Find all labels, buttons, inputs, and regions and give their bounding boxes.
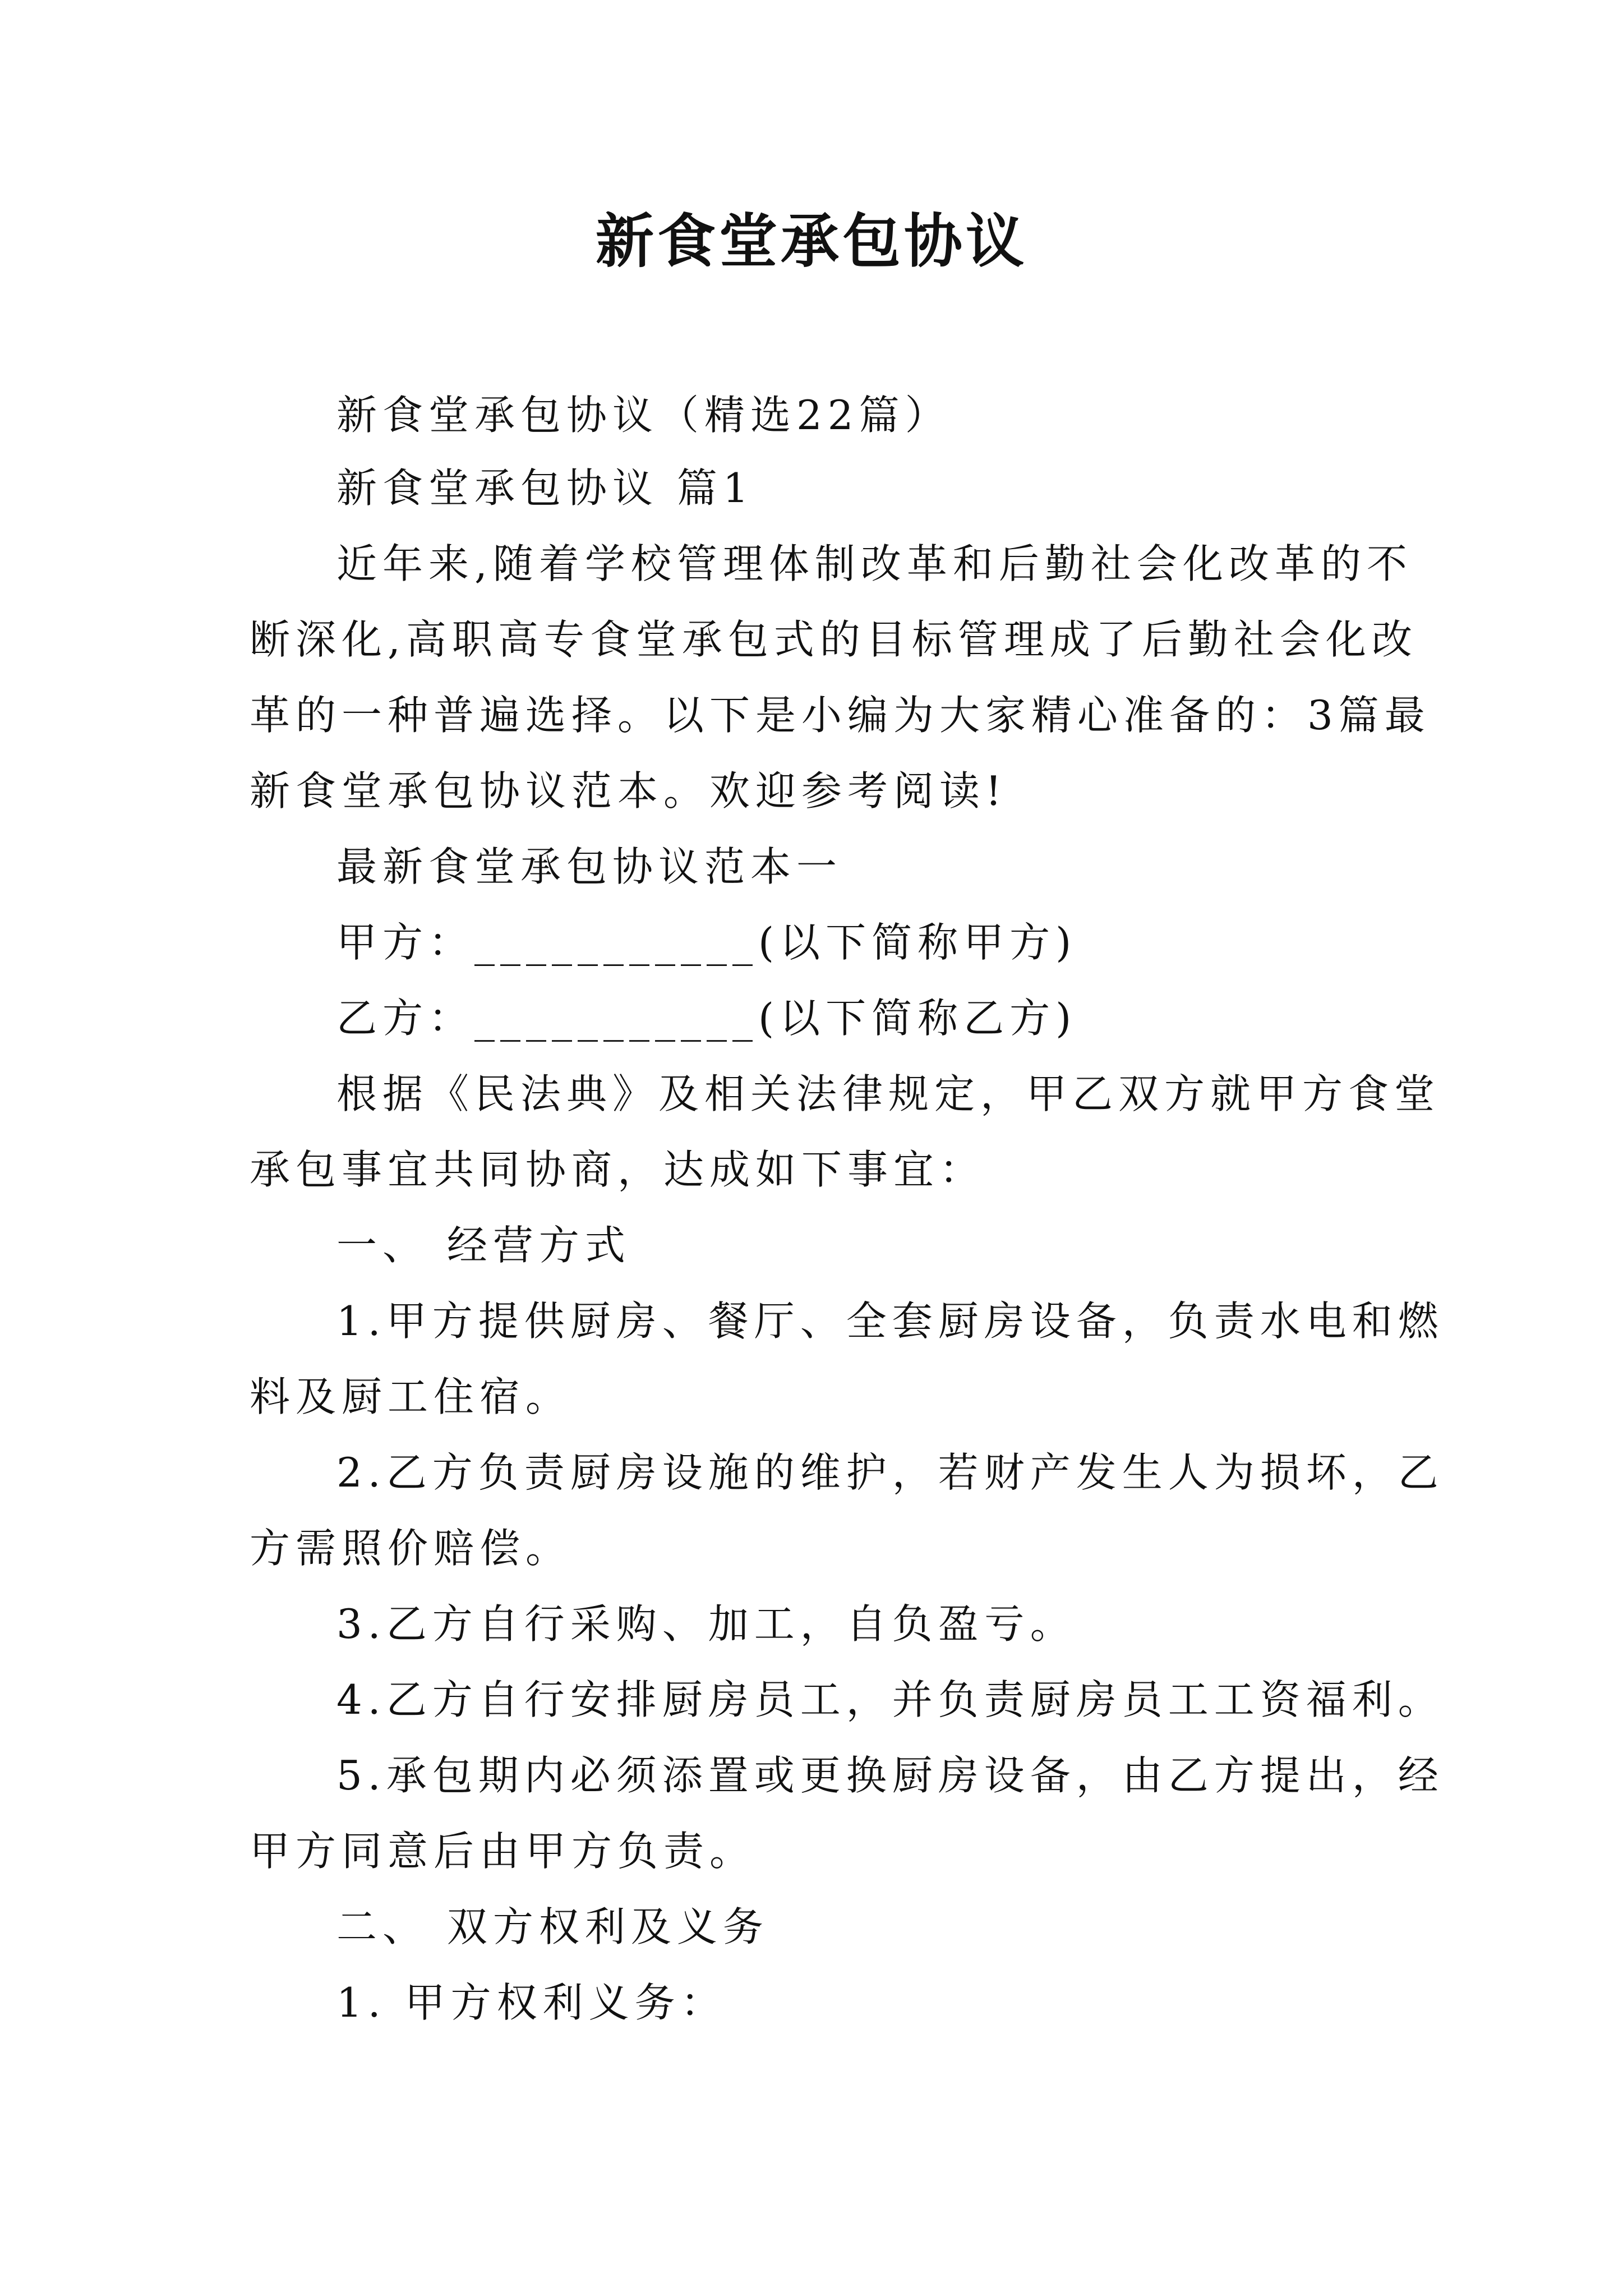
section-heading: 新食堂承包协议 篇1 (336, 464, 754, 512)
section-heading: 二、 双方权利及义务 (336, 1903, 769, 1950)
paragraph-line: 新食堂承包协议范本。欢迎参考阅读! (250, 767, 1007, 815)
section-heading: 最新食堂承包协议范本一 (336, 843, 843, 890)
party-b-line: 乙方：___________(以下简称乙方) (336, 995, 1077, 1042)
clause-line: 3.乙方自行采购、加工，自负盈亏。 (336, 1600, 1076, 1648)
clause-line: 2.乙方负责厨房设施的维护，若财产发生人为损坏，乙 (336, 1449, 1444, 1496)
clause-line: 1. 甲方权利义务： (336, 1979, 727, 2026)
paragraph-line: 断深化,高职高专食堂承包式的目标管理成了后勤社会化改 (250, 616, 1418, 663)
clause-line: 1.甲方提供厨房、餐厅、全套厨房设备，负责水电和燃 (336, 1297, 1444, 1345)
party-a-line: 甲方：___________(以下简称甲方) (336, 919, 1077, 966)
paragraph-line: 承包事宜共同协商，达成如下事宜： (250, 1146, 986, 1193)
clause-line: 甲方同意后由甲方负责。 (250, 1828, 756, 1875)
paragraph-line: 革的一种普遍选择。以下是小编为大家精心准备的：3篇最 (250, 692, 1431, 739)
subtitle-line: 新食堂承包协议（精选22篇） (336, 392, 951, 439)
clause-line: 5.承包期内必须添置或更换厨房设备，由乙方提出，经 (336, 1752, 1444, 1799)
clause-line: 4.乙方自行安排厨房员工，并负责厨房员工工资福利。 (336, 1676, 1444, 1723)
paragraph-line: 根据《民法典》及相关法律规定，甲乙双方就甲方食堂 (336, 1070, 1441, 1117)
document-title: 新食堂承包协议 (595, 206, 1027, 275)
section-heading: 一、 经营方式 (336, 1222, 631, 1269)
clause-line: 料及厨工住宿。 (250, 1373, 572, 1420)
paragraph-line: 近年来,随着学校管理体制改革和后勤社会化改革的不 (336, 540, 1413, 587)
clause-line: 方需照价赔偿。 (250, 1525, 572, 1572)
